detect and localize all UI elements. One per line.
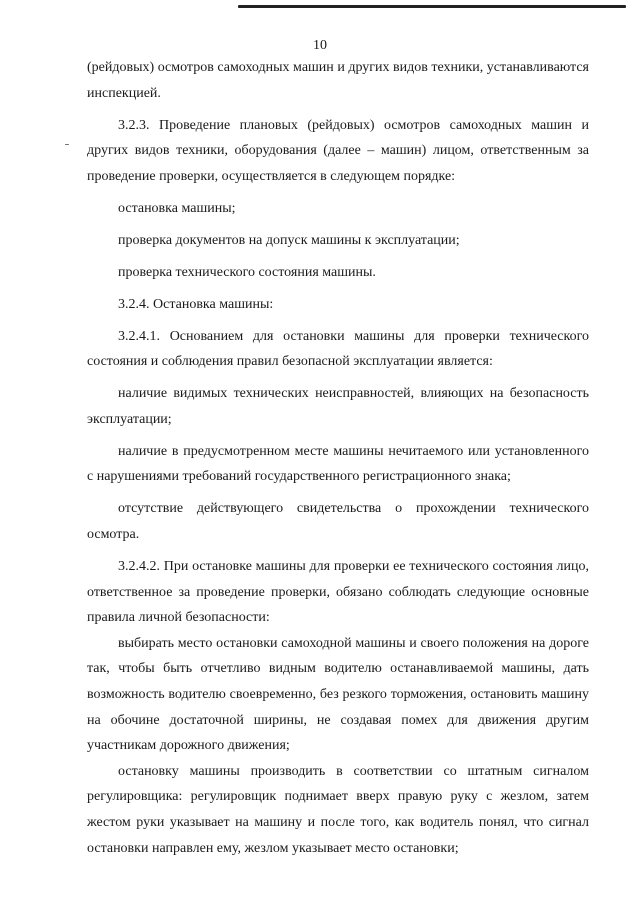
list-item: наличие видимых технических неисправностей, влияющих на безопасность эксплуатации; [87, 386, 589, 427]
paragraph-3-2-3: 3.2.3. Проведение плановых (рейдовых) осмотров самоходных машин и других видов техники, оборудования (далее – машин) лицом, ответственным за проведение проверки, осуществляется в следующем порядке: [87, 117, 589, 184]
paragraph-3-2-4: 3.2.4. Остановка машины: [118, 296, 274, 312]
page-number: 10 [313, 38, 327, 53]
paragraph-3-2-4-2: 3.2.4.2. При остановке машины для проверки ее технического состояния лицо, ответственное за проведение проверки, обязано соблюдать следующие основные правила личной безопасности: [87, 559, 589, 626]
paragraph-3-2-4-1: 3.2.4.1. Основанием для остановки машины для проверки технического состояния и соблюдения правил безопасной эксплуатации является: [87, 328, 589, 370]
list-item: проверка документов на допуск машины к эксплуатации; [118, 232, 460, 248]
list-item: остановку машины производить в соответствии со штатным сигналом регулировщика: регулировщик поднимает вверх правую руку с жезлом, затем жестом руки указывает на машину и после того, как водитель понял, что сигнал остановки направлен ему, жезлом указывает место остановки; [87, 763, 589, 856]
list-item: проверка технического состояния машины. [118, 264, 376, 280]
paragraph-continuation: (рейдовых) осмотров самоходных машин и других видов техники, устанавливаются инспекцией. [87, 60, 589, 101]
document-body [87, 55, 589, 861]
list-item: выбирать место остановки самоходной машины и своего положения на дороге так, чтобы быть отчетливо видным водителю останавливаемой машины, дать возможность водителю своевременно, без резкого торможения, остановить машину на обочине достаточной ширины, не создавая помех для движения другим участникам дорожного движения; [87, 635, 589, 754]
top-rule [238, 5, 626, 8]
list-item: наличие в предусмотренном месте машины нечитаемого или установленного с нарушениями требований государственного регистрационного знака; [87, 443, 589, 485]
list-item: отсутствие действующего свидетельства о прохождении технического осмотра. [87, 501, 589, 543]
scan-mark [65, 144, 69, 145]
list-item: остановка машины; [118, 200, 236, 216]
